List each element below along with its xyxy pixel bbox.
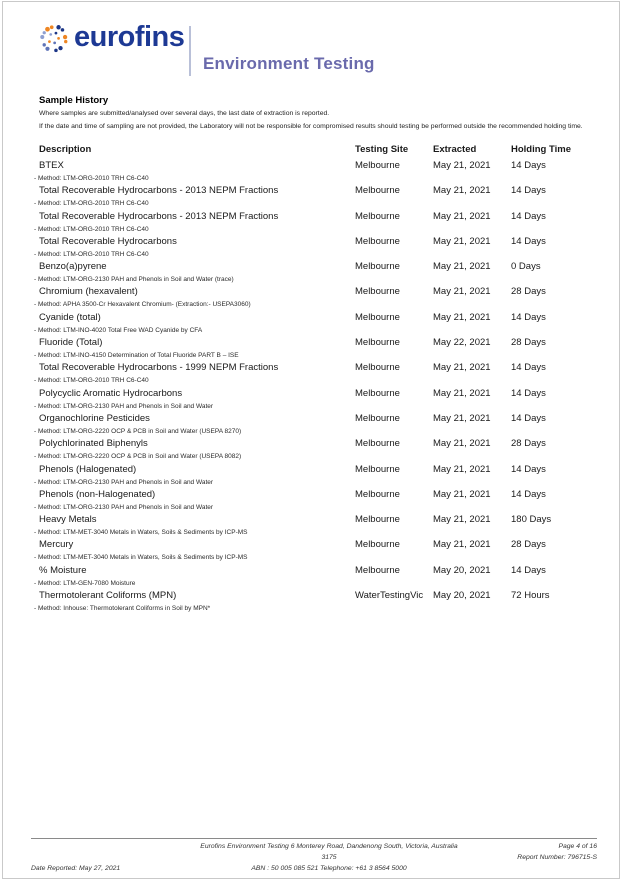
row-holding-time: 14 Days	[511, 387, 546, 399]
row-extracted: May 21, 2021	[433, 539, 491, 551]
row-method: - Method: LTM-ORG-2220 OCP & PCB in Soil and Water (USEPA 8082)	[34, 453, 242, 461]
row-method: - Method: LTM-ORG-2130 PAH and Phenols in Soil and Water	[34, 402, 214, 410]
row-method: - Method: LTM-ORG-2010 TRH C6-C40	[34, 200, 149, 208]
row-description: Total Recoverable Hydrocarbons - 2013 NEPM Fractions	[39, 210, 279, 222]
row-description: Mercury	[39, 539, 74, 551]
row-holding-time: 14 Days	[511, 362, 546, 374]
table-header-row	[39, 144, 595, 160]
row-holding-time: 14 Days	[511, 311, 546, 323]
row-description: Benzo(a)pyrene	[39, 261, 107, 273]
table-row	[34, 438, 595, 463]
row-holding-time: 14 Days	[511, 488, 546, 500]
row-extracted: May 21, 2021	[433, 210, 491, 222]
table-row	[34, 235, 595, 261]
eurofins-logo-icon	[39, 24, 69, 54]
table-row	[34, 185, 595, 210]
row-holding-time: 14 Days	[511, 210, 546, 222]
row-description: Cyanide (total)	[39, 311, 101, 323]
col-header-holding-time: Holding Time	[511, 144, 571, 155]
row-description: Heavy Metals	[39, 514, 97, 526]
row-method: - Method: LTM-ORG-2010 TRH C6-C40	[34, 377, 149, 385]
sample-history-note-2: If the date and time of sampling are not provided, the Laboratory will not be responsible for compromised results should testing be performed outside the recommended holding time.	[39, 123, 583, 130]
row-holding-time: 14 Days	[511, 463, 546, 475]
page-number: Page 4 of 16	[558, 843, 597, 850]
row-testing-site: Melbourne	[355, 539, 400, 551]
row-extracted: May 21, 2021	[433, 412, 491, 424]
row-description: Thermotolerant Coliforms (MPN)	[39, 590, 177, 602]
row-method: - Method: LTM-GEN-7080 Moisture	[34, 579, 136, 587]
table-row	[34, 261, 595, 286]
row-method: - Method: Inhouse: Thermotolerant Coliforms in Soil by MPN*	[34, 605, 211, 613]
table-row	[34, 387, 595, 413]
row-method: - Method: LTM-ORG-2130 PAH and Phenols in Soil and Water	[34, 503, 214, 511]
row-description: Total Recoverable Hydrocarbons - 2013 NEPM Fractions	[39, 185, 279, 197]
sample-history-rows	[34, 160, 595, 615]
row-testing-site: Melbourne	[355, 286, 400, 298]
eurofins-logo	[39, 20, 184, 54]
row-description: Total Recoverable Hydrocarbons	[39, 235, 177, 247]
row-holding-time: 28 Days	[511, 539, 546, 551]
row-method: - Method: LTM-ORG-2010 TRH C6-C40	[34, 250, 149, 258]
footer-page-info	[462, 841, 597, 874]
row-description: Chromium (hexavalent)	[39, 286, 138, 298]
row-method: - Method: LTM-ORG-2010 TRH C6-C40	[34, 225, 149, 233]
row-holding-time: 14 Days	[511, 564, 546, 576]
section-title: Sample History	[39, 95, 109, 106]
row-method: - Method: LTM-INO-4150 Determination of Total Fluoride PART B – ISE	[34, 352, 239, 360]
row-holding-time: 72 Hours	[511, 590, 550, 602]
row-method: - Method: LTM-INO-4020 Total Free WAD Cyanide by CFA	[34, 326, 203, 334]
footer-address	[196, 841, 462, 874]
row-extracted: May 21, 2021	[433, 438, 491, 450]
report-number: Report Number: 796715-S	[517, 854, 597, 861]
report-page	[2, 1, 620, 879]
row-extracted: May 21, 2021	[433, 514, 491, 526]
brand-wordmark: eurofins	[74, 21, 185, 53]
col-header-description: Description	[39, 144, 92, 155]
table-row	[34, 590, 595, 615]
row-description: % Moisture	[39, 564, 87, 576]
row-method: - Method: LTM-MET-3040 Metals in Waters, Soils & Sediments by ICP-MS	[34, 554, 248, 562]
row-method: - Method: LTM-ORG-2130 PAH and Phenols in Soil and Water	[34, 478, 214, 486]
row-description: BTEX	[39, 160, 64, 171]
row-testing-site: Melbourne	[355, 235, 400, 247]
row-method: - Method: LTM-ORG-2010 TRH C6-C40	[34, 175, 149, 182]
row-testing-site: Melbourne	[355, 160, 400, 171]
table-row	[34, 160, 595, 185]
logo-divider	[189, 26, 191, 76]
row-description: Total Recoverable Hydrocarbons - 1999 NEPM Fractions	[39, 362, 279, 374]
row-testing-site: Melbourne	[355, 514, 400, 526]
division-title: Environment Testing	[203, 54, 375, 73]
row-extracted: May 21, 2021	[433, 286, 491, 298]
row-extracted: May 21, 2021	[433, 362, 491, 374]
row-extracted: May 21, 2021	[433, 160, 491, 171]
table-row	[34, 514, 595, 539]
table-row	[34, 488, 595, 514]
sample-history-note-1: Where samples are submitted/analysed over several days, the last date of extraction is reported.	[39, 110, 330, 117]
row-testing-site: Melbourne	[355, 488, 400, 500]
table-row	[34, 311, 595, 337]
date-reported: Date Reported: May 27, 2021	[31, 865, 121, 872]
row-holding-time: 0 Days	[511, 261, 541, 273]
page-footer	[31, 838, 597, 874]
table-row	[34, 210, 595, 236]
row-testing-site: Melbourne	[355, 311, 400, 323]
row-method: - Method: LTM-ORG-2130 PAH and Phenols in Soil and Water (trace)	[34, 276, 234, 284]
row-method: - Method: APHA 3500-Cr Hexavalent Chromium- (Extraction:- USEPA3060)	[34, 301, 251, 309]
row-extracted: May 21, 2021	[433, 463, 491, 475]
col-header-testing-site: Testing Site	[355, 144, 409, 155]
row-extracted: May 21, 2021	[433, 311, 491, 323]
row-description: Organochlorine Pesticides	[39, 412, 150, 424]
table-row	[34, 362, 595, 387]
row-holding-time: 14 Days	[511, 235, 546, 247]
row-extracted: May 20, 2021	[433, 564, 491, 576]
sample-history-table	[34, 144, 595, 615]
row-method: - Method: LTM-MET-3040 Metals in Waters, Soils & Sediments by ICP-MS	[34, 529, 248, 537]
row-holding-time: 14 Days	[511, 160, 546, 171]
footer-address-line2: ABN : 50 005 085 521 Telephone: +61 3 8564 5000	[251, 865, 407, 872]
row-description: Polycyclic Aromatic Hydrocarbons	[39, 387, 183, 399]
row-description: Polychlorinated Biphenyls	[39, 438, 148, 450]
row-holding-time: 28 Days	[511, 337, 546, 349]
table-row	[34, 463, 595, 489]
row-testing-site: Melbourne	[355, 261, 400, 273]
row-extracted: May 21, 2021	[433, 261, 491, 273]
row-testing-site: Melbourne	[355, 210, 400, 222]
row-testing-site: Melbourne	[355, 564, 400, 576]
row-testing-site: Melbourne	[355, 463, 400, 475]
table-row	[34, 564, 595, 590]
row-testing-site: Melbourne	[355, 185, 400, 197]
table-row	[34, 412, 595, 438]
table-row	[34, 286, 595, 311]
row-description: Phenols (non-Halogenated)	[39, 488, 156, 500]
row-testing-site: Melbourne	[355, 438, 400, 450]
table-row	[34, 539, 595, 564]
row-extracted: May 21, 2021	[433, 387, 491, 399]
row-extracted: May 21, 2021	[433, 488, 491, 500]
row-testing-site: Melbourne	[355, 387, 400, 399]
row-holding-time: 28 Days	[511, 286, 546, 298]
col-header-extracted: Extracted	[433, 144, 477, 155]
row-testing-site: WaterTestingVic	[355, 590, 424, 602]
row-holding-time: 28 Days	[511, 438, 546, 450]
row-testing-site: Melbourne	[355, 337, 400, 349]
row-extracted: May 22, 2021	[433, 337, 491, 349]
row-method: - Method: LTM-ORG-2220 OCP & PCB in Soil and Water (USEPA 8270)	[34, 427, 242, 435]
row-description: Fluoride (Total)	[39, 337, 103, 349]
row-holding-time: 180 Days	[511, 514, 552, 526]
row-extracted: May 21, 2021	[433, 235, 491, 247]
row-extracted: May 21, 2021	[433, 185, 491, 197]
row-holding-time: 14 Days	[511, 412, 546, 424]
table-row	[34, 337, 595, 362]
row-holding-time: 14 Days	[511, 185, 546, 197]
row-description: Phenols (Halogenated)	[39, 463, 137, 475]
row-testing-site: Melbourne	[355, 412, 400, 424]
row-testing-site: Melbourne	[355, 362, 400, 374]
footer-address-line1: Eurofins Environment Testing 6 Monterey Road, Dandenong South, Victoria, Australia 3175	[200, 843, 458, 861]
row-extracted: May 20, 2021	[433, 590, 491, 602]
